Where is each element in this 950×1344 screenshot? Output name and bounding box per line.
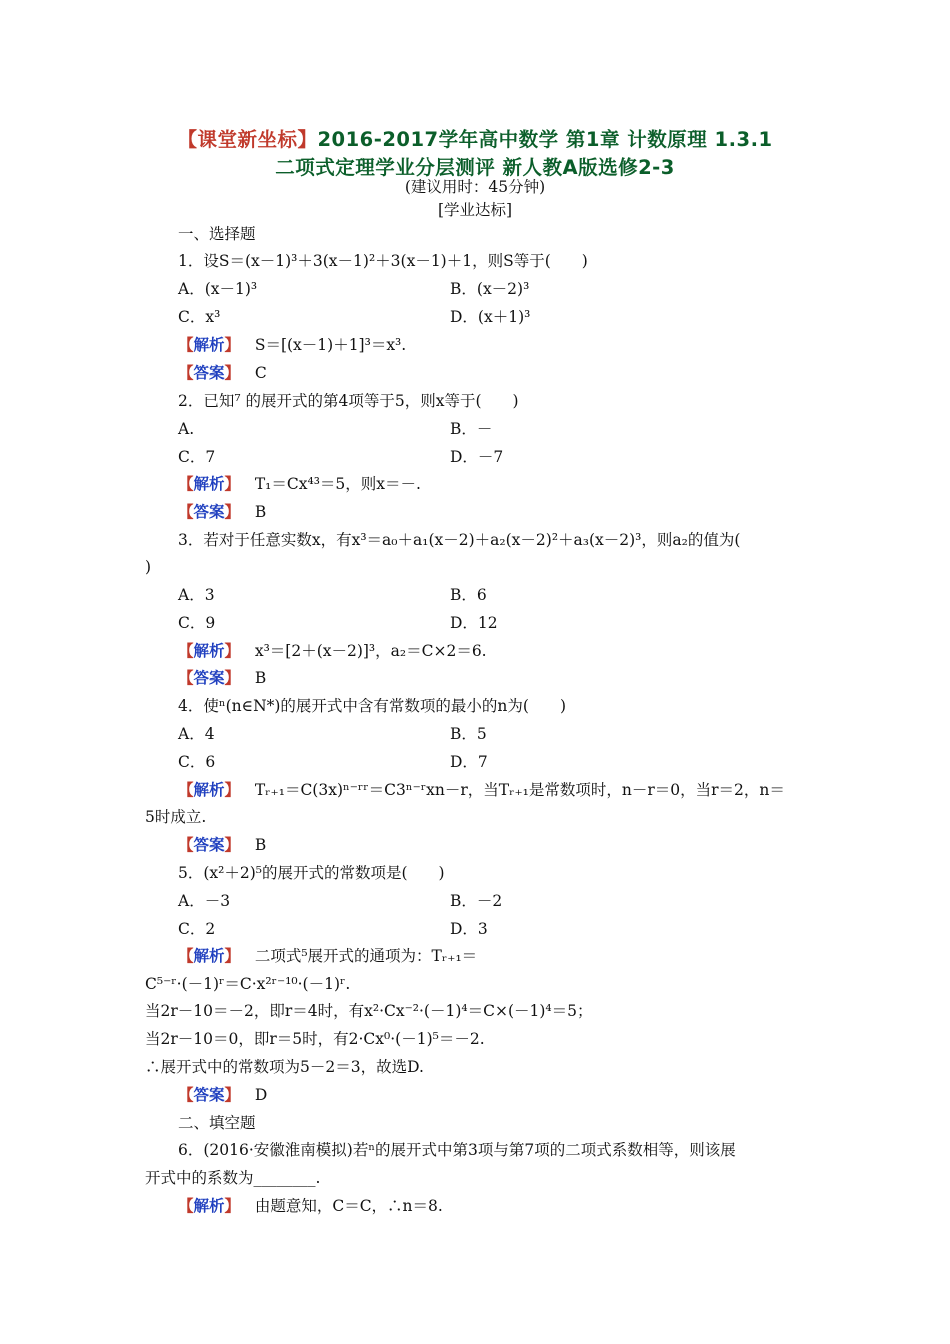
analysis-tag: 【解析】 <box>178 946 241 965</box>
q2-option-c: C．7 <box>178 448 216 466</box>
analysis-tag: 【解析】 <box>178 474 241 493</box>
title-line1: 2016-2017学年高中数学 第1章 计数原理 1.3.1 <box>317 128 773 151</box>
q4-option-b: B．5 <box>450 725 487 743</box>
q4-option-a: A．4 <box>178 725 215 743</box>
q5-option-b: B．－2 <box>450 892 503 910</box>
q1-option-a: A．(x－1)³ <box>178 280 258 298</box>
answer-tag: 【答案】 <box>178 363 241 382</box>
q2-stem: 2．已知⁷ 的展开式的第4项等于5，则x等于( ) <box>178 392 519 410</box>
page-subtitle: 二项式定理学业分层测评 新人教A版选修2-3 <box>275 156 675 179</box>
q3-option-c: C．9 <box>178 614 216 632</box>
q5-analysis-line: ∴展开式中的常数项为5－2＝3，故选D. <box>145 1058 424 1076</box>
answer-tag: 【答案】 <box>178 668 241 687</box>
answer-tag: 【答案】 <box>178 1085 241 1104</box>
q5-stem: 5．(x²＋2)⁵的展开式的常数项是( ) <box>178 864 445 882</box>
q5-analysis: 【解析】 二项式⁵展开式的通项为：Tᵣ₊₁＝ <box>178 946 478 965</box>
q1-option-d: D．(x＋1)³ <box>450 308 531 326</box>
q3-option-d: D．12 <box>450 614 498 632</box>
q5-option-a: A．－3 <box>178 892 231 910</box>
q5-analysis-line: 当2r－10＝0，即r＝5时，有2·Cx⁰·(－1)⁵＝－2. <box>145 1030 485 1048</box>
q5-analysis-line: C⁵⁻ʳ·(－1)ʳ＝C·x²ʳ⁻¹⁰·(－1)ʳ. <box>145 975 351 993</box>
q2-option-a: A. <box>178 420 195 438</box>
page-title <box>0 124 950 152</box>
answer-tag: 【答案】 <box>178 835 241 854</box>
q1-answer: 【答案】 C <box>178 363 267 382</box>
q5-option-c: C．2 <box>178 920 216 938</box>
analysis-tag: 【解析】 <box>178 780 241 799</box>
q6-analysis: 【解析】 由题意知，C＝C，∴n＝8. <box>178 1196 443 1215</box>
q2-option-d: D．－7 <box>450 448 504 466</box>
q1-option-b: B．(x－2)³ <box>450 280 530 298</box>
q4-option-d: D．7 <box>450 753 488 771</box>
q3-option-b: B．6 <box>450 586 487 604</box>
analysis-tag: 【解析】 <box>178 1196 241 1215</box>
q6-stem: 6．(2016·安徽淮南模拟)若ⁿ的展开式中第3项与第7项的二项式系数相等，则该展 <box>178 1141 736 1159</box>
q3-analysis: 【解析】 x³＝[2＋(x－2)]³，a₂＝C×2＝6. <box>178 641 487 660</box>
q3-answer: 【答案】 B <box>178 668 267 687</box>
q5-analysis-line: 当2r－10＝－2，即r＝4时，有x²·Cx⁻²·(－1)⁴＝C×(－1)⁴＝5； <box>145 1002 593 1020</box>
analysis-tag: 【解析】 <box>178 335 241 354</box>
q1-analysis: 【解析】 S＝[(x－1)＋1]³＝x³. <box>178 335 407 354</box>
q5-answer: 【答案】 D <box>178 1085 268 1104</box>
q2-analysis: 【解析】 T₁＝Cx⁴³＝5，则x＝－. <box>178 474 421 493</box>
time-note: (建议用时：45分钟) <box>404 178 546 196</box>
section-fill: 二、填空题 <box>178 1114 256 1132</box>
q1-stem: 1．设S＝(x－1)³＋3(x－1)²＋3(x－1)＋1，则S等于( ) <box>178 252 588 270</box>
q4-analysis-cont: 5时成立. <box>145 808 207 826</box>
q5-option-d: D．3 <box>450 920 488 938</box>
q6-stem-cont: 开式中的系数为________. <box>145 1169 321 1187</box>
analysis-tag: 【解析】 <box>178 641 241 660</box>
q4-option-c: C．6 <box>178 753 216 771</box>
title-brand: 【课堂新坐标】 <box>177 128 318 151</box>
level-label: [学业达标] <box>437 201 513 219</box>
q2-answer: 【答案】 B <box>178 502 267 521</box>
q3-stem-cont: ) <box>145 558 152 576</box>
answer-tag: 【答案】 <box>178 502 241 521</box>
q1-option-c: C．x³ <box>178 308 221 326</box>
q4-analysis: 【解析】 Tᵣ₊₁＝C(3x)ⁿ⁻ʳʳ＝C3ⁿ⁻ʳxn－r，当Tᵣ₊₁是常数项时，n－r＝0，当r＝2，n＝ <box>178 780 785 799</box>
q3-option-a: A．3 <box>178 586 215 604</box>
q4-stem: 4．使ⁿ(n∈N*)的展开式中含有常数项的最小的n为( ) <box>178 697 567 715</box>
q4-answer: 【答案】 B <box>178 835 267 854</box>
q2-option-b: B．－ <box>450 420 493 438</box>
section-choice: 一、选择题 <box>178 225 256 243</box>
q3-stem: 3．若对于任意实数x，有x³＝a₀＋a₁(x－2)＋a₂(x－2)²＋a₃(x－2)³，则a₂的值为( <box>178 531 741 549</box>
